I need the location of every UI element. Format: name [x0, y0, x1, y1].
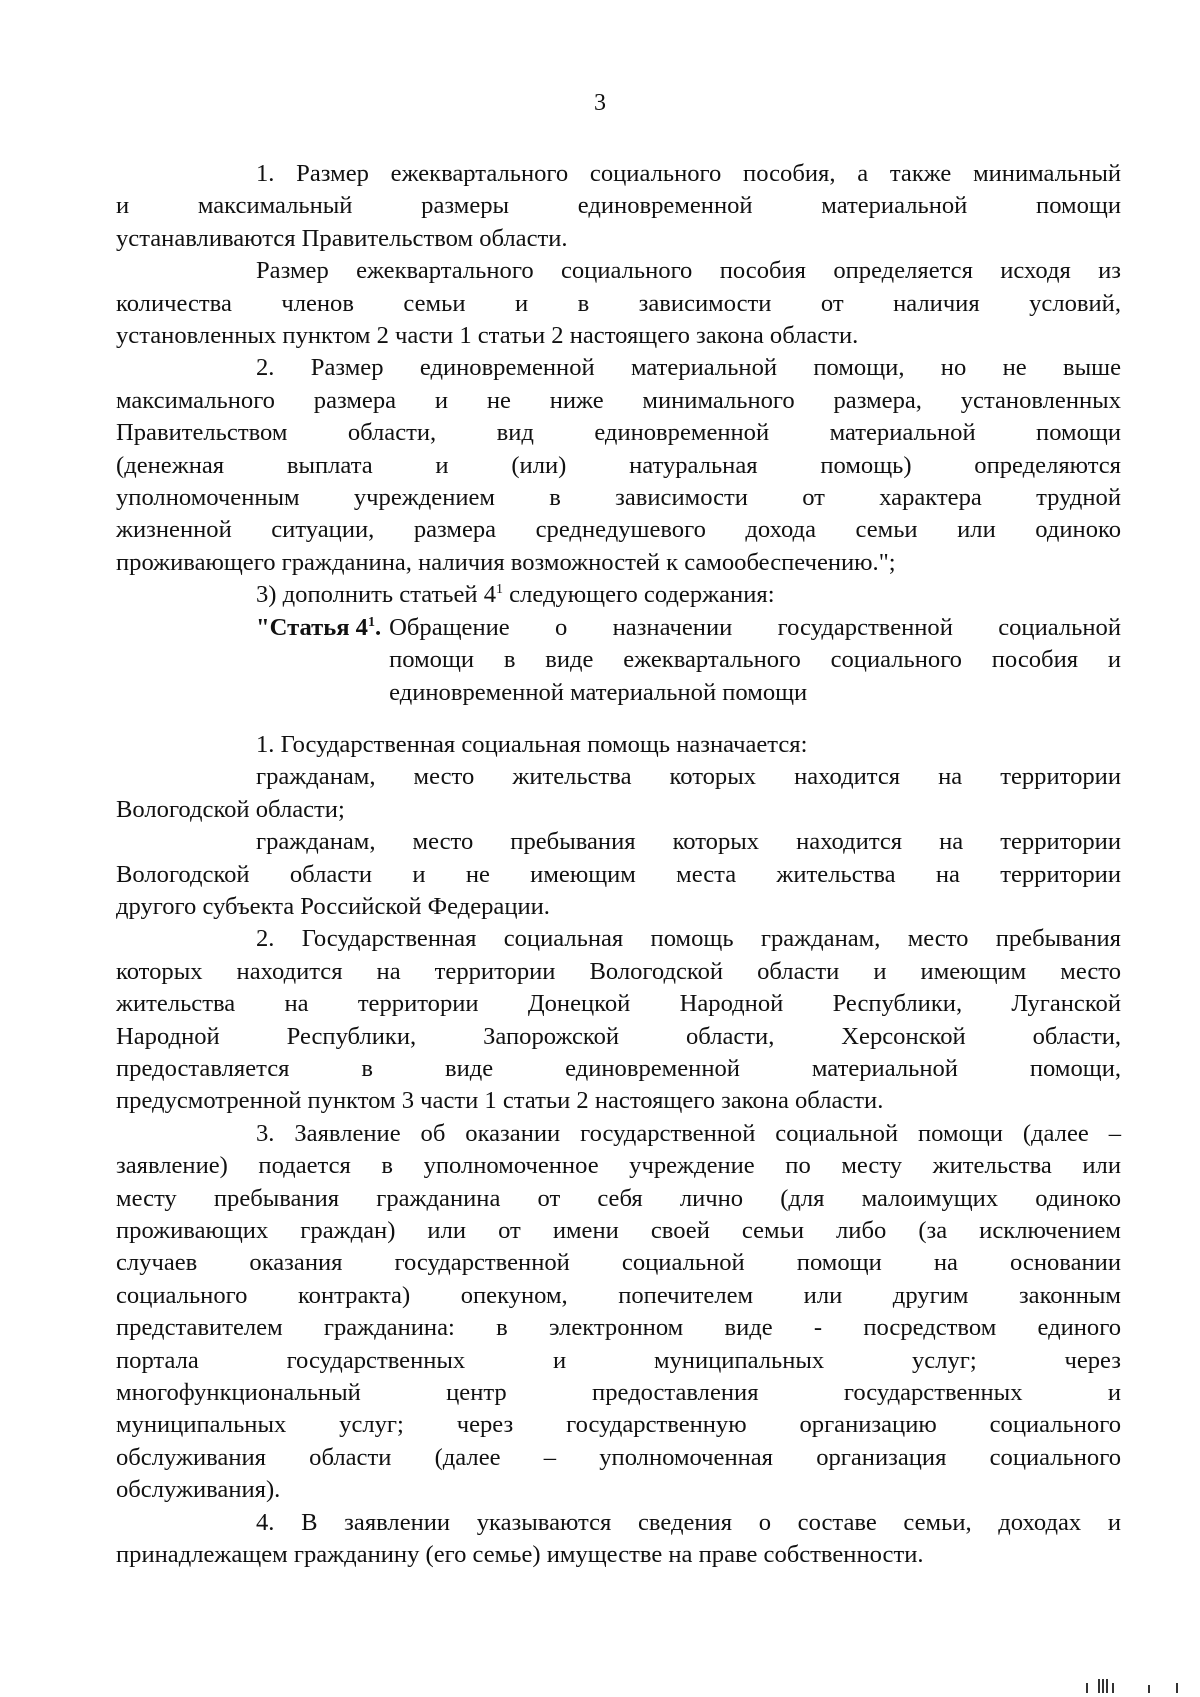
text-line: установленных пунктом 2 части 1 статьи 2 настоящего закона области. — [116, 322, 859, 350]
title-line: Обращение о назначении государственной социальной — [389, 613, 1121, 641]
text-line: предоставляется в виде единовременной материальной помощи, — [116, 1054, 1121, 1082]
paragraph-1 — [116, 158, 1121, 255]
text-line: месту пребывания гражданина от себя лично (для малоимущих одиноко — [116, 1184, 1121, 1212]
article-label-superscript: 1 — [367, 614, 375, 630]
amendment-text-start: 3) дополнить статьей 4 — [256, 581, 497, 609]
text-line: и максимальный размеры единовременной материальной помощи — [116, 192, 1121, 220]
text-line: 3. Заявление об оказании государственной социальной помощи (далее – — [256, 1119, 1121, 1147]
article-label — [256, 612, 381, 709]
text-line: 2. Государственная социальная помощь гражданам, место пребывания — [256, 925, 1121, 953]
amendment-superscript: 1 — [496, 582, 504, 598]
text-line: жительства на территории Донецкой Народной Республики, Луганской — [116, 990, 1121, 1018]
text-line: гражданам, место жительства которых находится на территории — [256, 763, 1121, 791]
text-line: социального контракта) опекуном, попечителем или другим законным — [116, 1281, 1121, 1309]
text-line: Размер ежеквартального социального пособия определяется исходя из — [256, 257, 1121, 285]
text-line: которых находится на территории Вологодской области и имеющим место — [116, 957, 1121, 985]
text-line: обслуживания области (далее – уполномоченная организация социального — [116, 1443, 1121, 1471]
text-line: другого субъекта Российской Федерации. — [116, 892, 550, 920]
text-line: жизненной ситуации, размера среднедушевого дохода семьи или одиноко — [116, 516, 1121, 544]
text-line: 2. Размер единовременной материальной помощи, но не выше — [256, 354, 1121, 382]
text-line: 4. В заявлении указываются сведения о составе семьи, доходах и — [256, 1508, 1121, 1536]
document-body — [116, 158, 1121, 1571]
text-line: количества членов семьи и в зависимости от наличия условий, — [116, 289, 1121, 317]
paragraph-amendment — [186, 579, 1121, 611]
text-line: Вологодской области и не имеющим места жительства на территории — [116, 860, 1121, 888]
text-line: случаев оказания государственной социальной помощи на основании — [116, 1249, 1121, 1277]
article-label-prefix: "Статья 4 — [256, 613, 368, 641]
text-line: максимального размера и не ниже минимального размера, установленных — [116, 386, 1121, 414]
text-line: устанавливаются Правительством области. — [116, 224, 568, 252]
text-line: портала государственных и муниципальных услуг; через — [116, 1346, 1121, 1374]
paragraph-2 — [116, 255, 1121, 352]
article-heading — [186, 612, 1121, 709]
paragraph-3 — [116, 352, 1121, 579]
section-2 — [116, 923, 1121, 1117]
amendment-text-end: следующего содержания: — [503, 581, 775, 609]
text-line: обслуживания). — [116, 1476, 281, 1504]
text-line: предусмотренной пунктом 3 части 1 статьи 2 настоящего закона области. — [116, 1087, 884, 1115]
spacer — [186, 709, 1121, 729]
text-line: (денежная выплата и (или) натуральная помощь) определяются — [116, 451, 1121, 479]
text-line: Правительством области, вид единовременной материальной помощи — [116, 419, 1121, 447]
text-line: принадлежащем гражданину (его семье) имуществе на праве собственности. — [116, 1541, 924, 1569]
title-line: помощи в виде ежеквартального социального пособия и — [389, 646, 1121, 674]
text-line: проживающего гражданина, наличия возможностей к самообеспечению."; — [116, 548, 896, 576]
text-line: гражданам, место пребывания которых находится на территории — [256, 828, 1121, 856]
text-line: 1. Государственная социальная помощь назначается: — [256, 730, 808, 758]
section-3 — [116, 1118, 1121, 1507]
text-line: Вологодской области; — [116, 795, 345, 823]
text-line: многофункциональный центр предоставления государственных и — [116, 1379, 1121, 1407]
article-title — [381, 612, 1121, 709]
scan-barcode-mark — [1078, 1671, 1188, 1693]
article-label-suffix: . — [374, 613, 382, 641]
title-line: единовременной материальной помощи — [389, 678, 808, 706]
text-line: уполномоченным учреждением в зависимости от характера трудной — [116, 484, 1121, 512]
text-line: 1. Размер ежеквартального социального пособия, а также минимальный — [256, 160, 1121, 187]
text-line: проживающих граждан) или от имени своей семьи либо (за исключением — [116, 1217, 1121, 1244]
section-1-item-a — [116, 761, 1121, 826]
page-number: 3 — [594, 90, 606, 116]
section-1 — [186, 729, 1121, 761]
text-line: муниципальных услуг; через государственную организацию социального — [116, 1411, 1121, 1439]
section-4 — [116, 1507, 1121, 1572]
section-1-item-b — [116, 826, 1121, 923]
text-line: заявление) подается в уполномоченное учреждение по месту жительства или — [116, 1152, 1121, 1180]
text-line: Народной Республики, Запорожской области, Херсонской области, — [116, 1022, 1121, 1050]
text-line: представителем гражданина: в электронном виде - посредством единого — [116, 1314, 1121, 1342]
